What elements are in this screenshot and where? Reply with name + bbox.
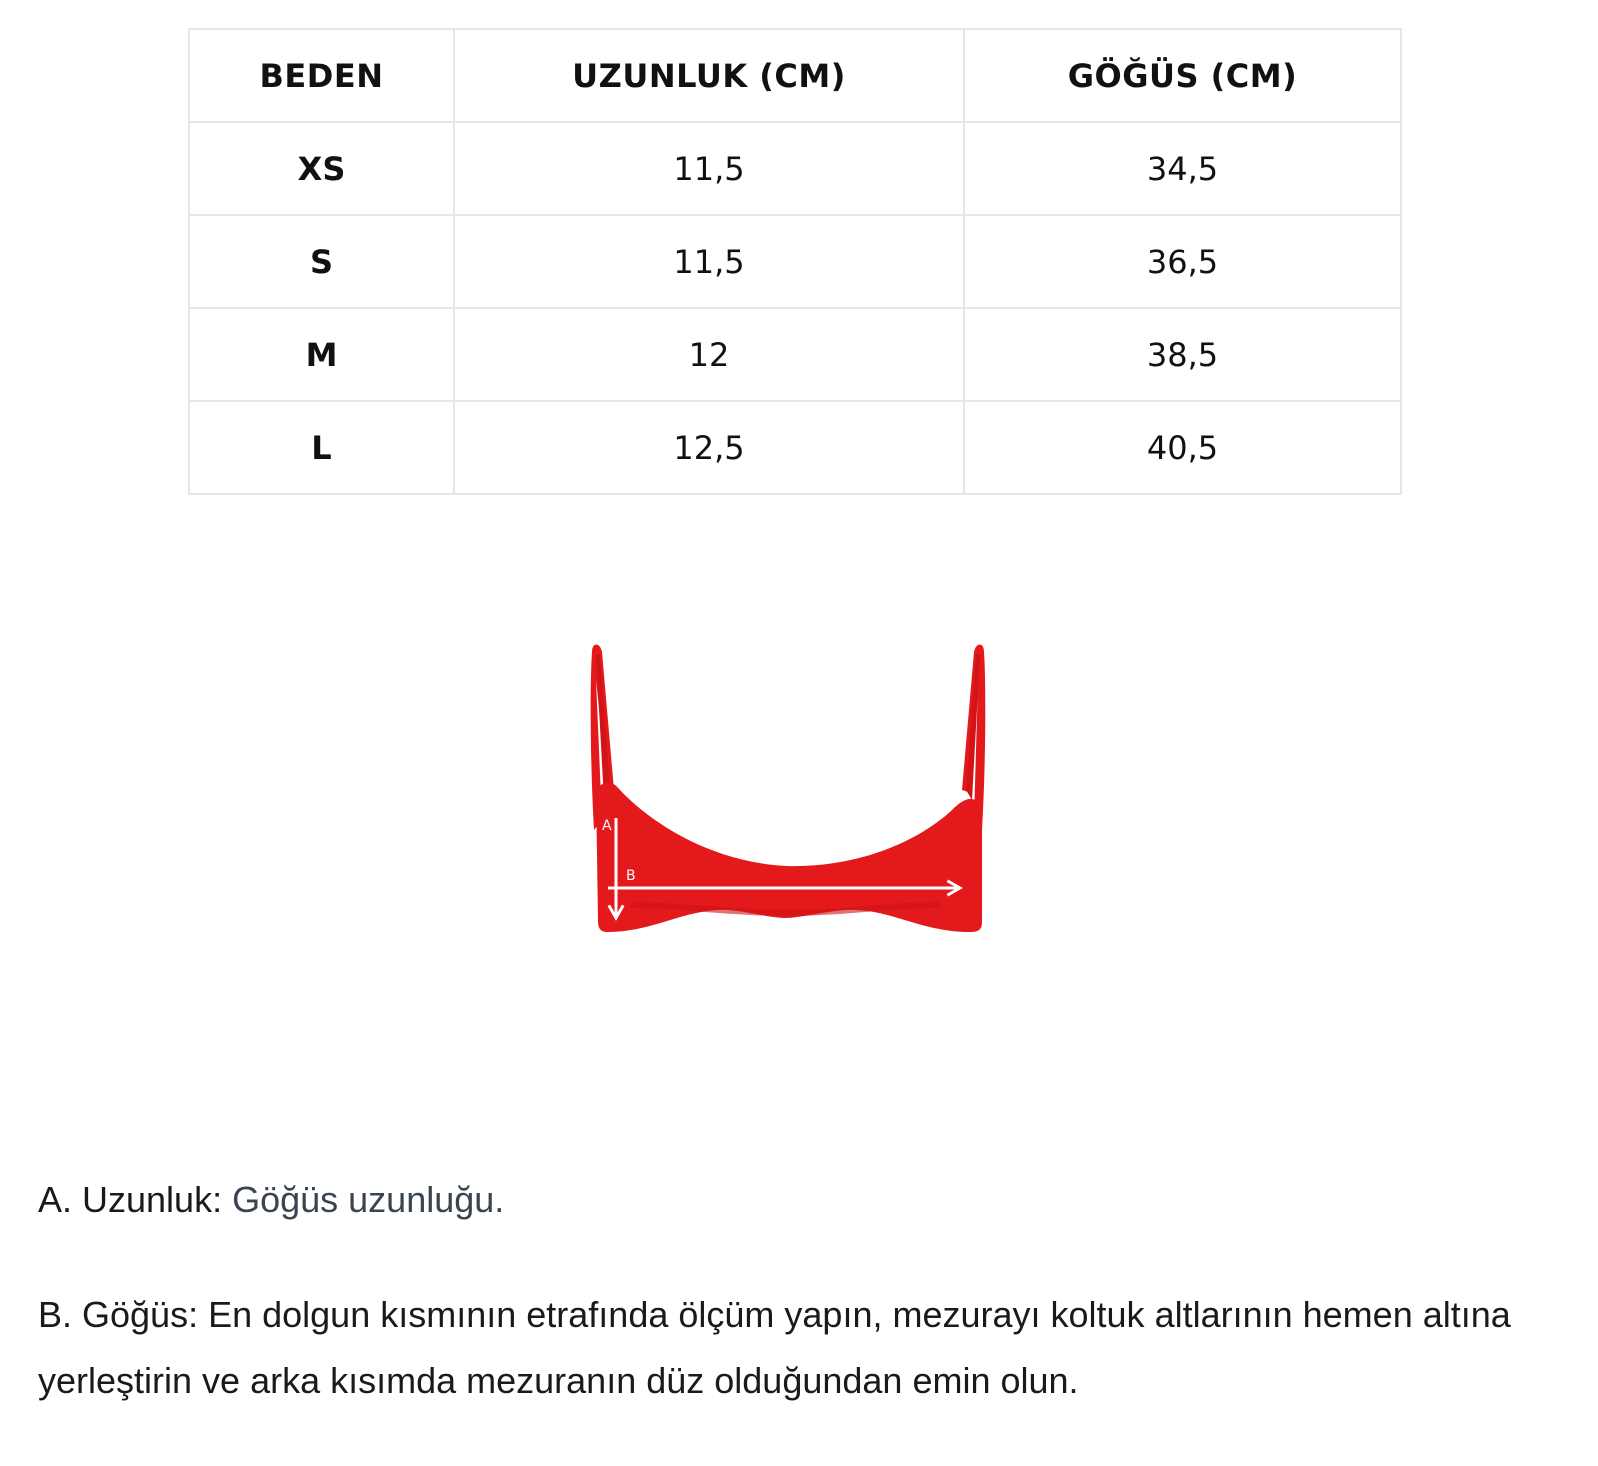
table-row <box>189 308 1401 401</box>
label-b: B <box>626 868 636 884</box>
table-row <box>189 401 1401 494</box>
length-cell: 11,5 <box>454 122 964 215</box>
length-cell: 12 <box>454 308 964 401</box>
bikini-top-measurement-illustration <box>590 640 1010 960</box>
table-row <box>189 122 1401 215</box>
size-chart-table <box>188 28 1402 495</box>
header-chest: GÖĞÜS (CM) <box>964 29 1401 122</box>
chest-cell: 38,5 <box>964 308 1401 401</box>
length-cell: 11,5 <box>454 215 964 308</box>
size-cell: M <box>189 308 454 401</box>
size-cell: S <box>189 215 454 308</box>
note-length-prefix: A. Uzunluk: <box>38 1179 233 1220</box>
chest-cell: 36,5 <box>964 215 1401 308</box>
header-size: BEDEN <box>189 29 454 122</box>
note-chest: B. Göğüs: En dolgun kısmının etrafında ölçüm yapın, mezurayı koltuk altlarının hemen altına yerleştirin ve arka kısımda mezuranın düz olduğundan emin olun. <box>38 1294 1511 1401</box>
chest-cell: 40,5 <box>964 401 1401 494</box>
header-length: UZUNLUK (CM) <box>454 29 964 122</box>
top-body <box>596 783 982 933</box>
table-row <box>189 215 1401 308</box>
note-length <box>38 1172 1568 1228</box>
note-length-text: Göğüs uzunluğu. <box>232 1179 505 1220</box>
chest-cell: 34,5 <box>964 122 1401 215</box>
length-cell: 12,5 <box>454 401 964 494</box>
size-cell: XS <box>189 122 454 215</box>
label-a: A <box>602 818 612 834</box>
size-cell: L <box>189 401 454 494</box>
table-header-row <box>189 29 1401 122</box>
